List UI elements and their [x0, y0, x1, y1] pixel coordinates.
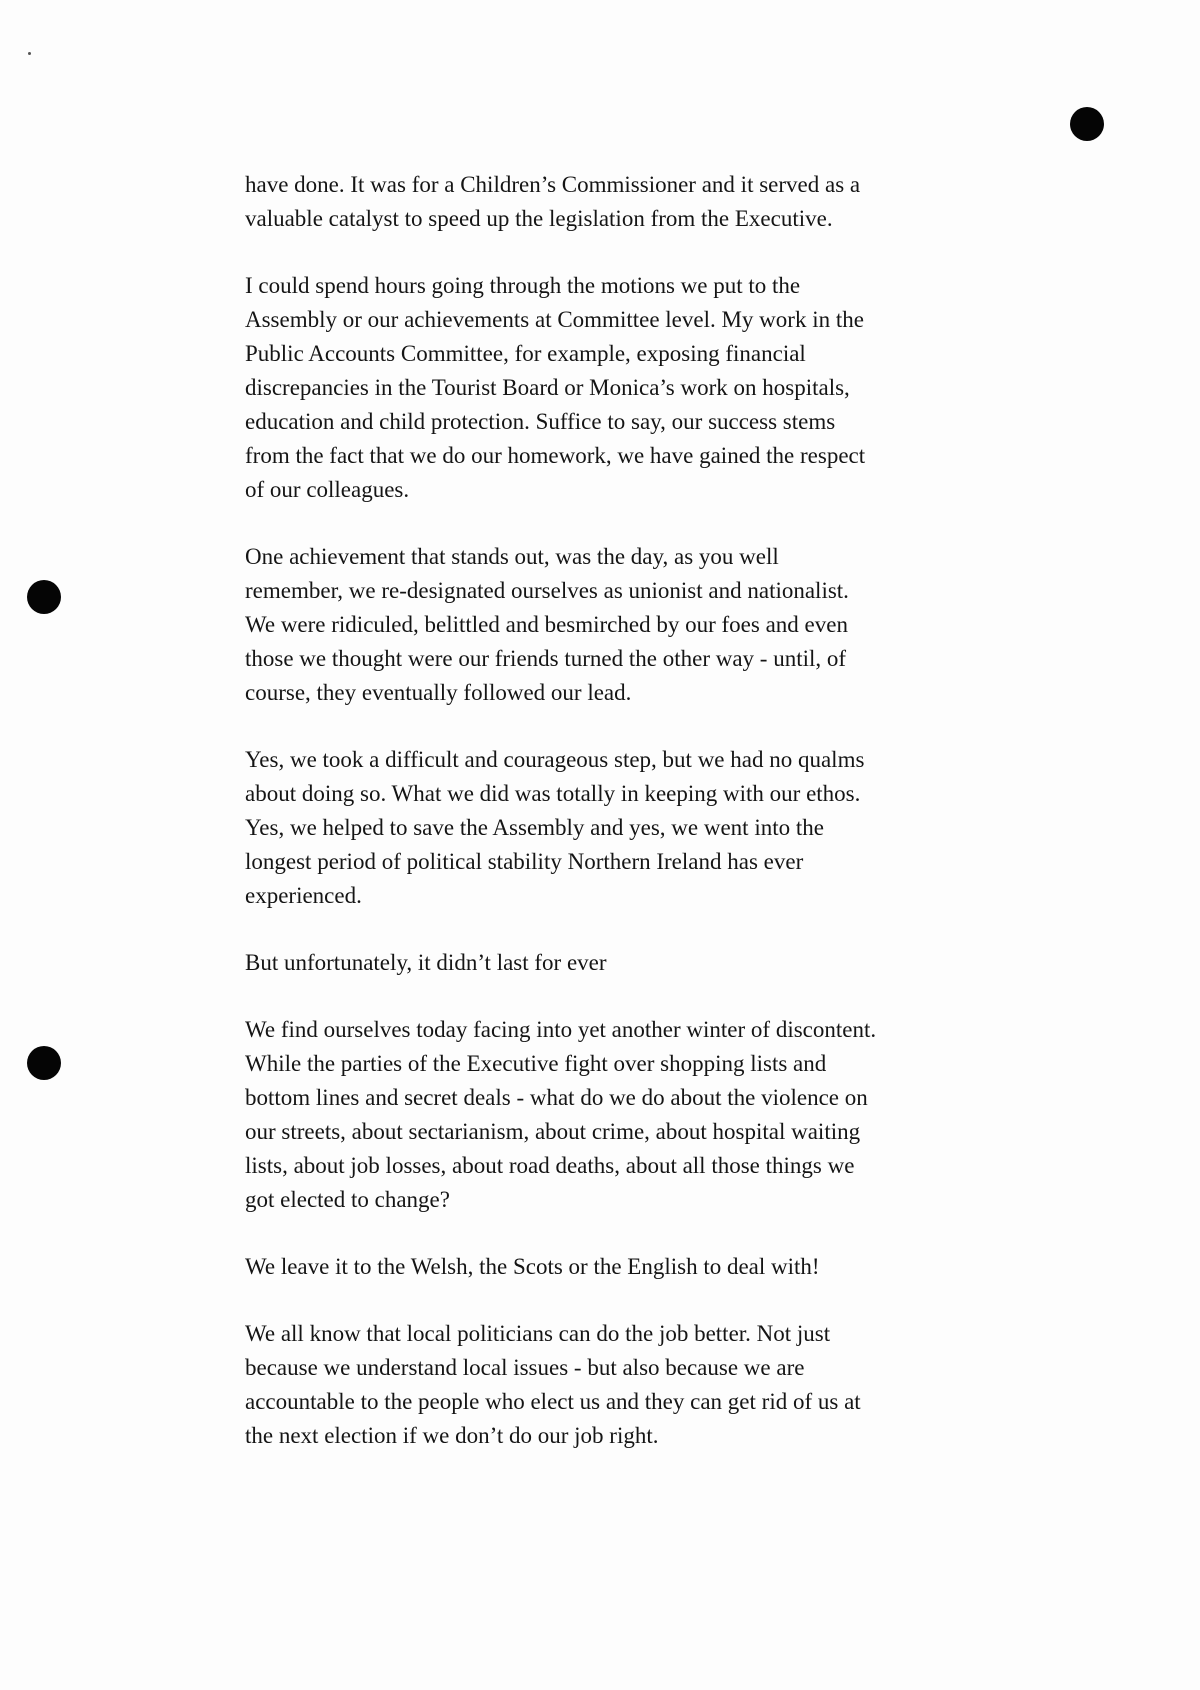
paragraph-8: We all know that local politicians can do the job better. Not just because we understand local issues - but also because we are accountable to the people who elect us and they can get rid of us at the next election if we don’t do our job right. [245, 1321, 861, 1448]
punch-hole-left-lower [27, 1046, 61, 1080]
paragraph-6: We find ourselves today facing into yet another winter of discontent. While the parties of the Executive fight over shopping lists and bottom lines and secret deals - what do we do about the violence on our streets, about sectarianism, about crime, about hospital waiting lists, about job losses, about road deaths, about all those things we got elected to change? [245, 1017, 877, 1212]
paragraph-1: have done. It was for a Children’s Commissioner and it served as a valuable catalyst to speed up the legislation from the Executive. [245, 172, 861, 231]
punch-hole-left-upper [27, 580, 61, 614]
paragraph-5: But unfortunately, it didn’t last for ever [245, 950, 607, 975]
paragraph-3: One achievement that stands out, was the day, as you well remember, we re-designated ourselves as unionist and nationalist. We were ridiculed, belittled and besmirched by our foes and even those we thought were our friends turned the other way - until, of course, they eventually followed our lead. [245, 544, 849, 705]
paragraph-7: We leave it to the Welsh, the Scots or the English to deal with! [245, 1254, 820, 1279]
paragraph-4: Yes, we took a difficult and courageous step, but we had no qualms about doing so. What we did was totally in keeping with our ethos. Yes, we helped to save the Assembly and yes, we went into the longest period of political stability Northern Ireland has ever experienced. [245, 747, 865, 908]
paragraph-2: I could spend hours going through the motions we put to the Assembly or our achievements at Committee level. My work in the Public Accounts Committee, for example, exposing financial discrepancies in the Tourist Board or Monica’s work on hospitals, education and child protection. Suffice to say, our success stems from the fact that we do our homework, we have gained the respect of our colleagues. [245, 273, 866, 502]
scan-speck [28, 52, 31, 55]
document-body [245, 168, 1045, 1486]
punch-hole-top-right [1070, 107, 1104, 141]
